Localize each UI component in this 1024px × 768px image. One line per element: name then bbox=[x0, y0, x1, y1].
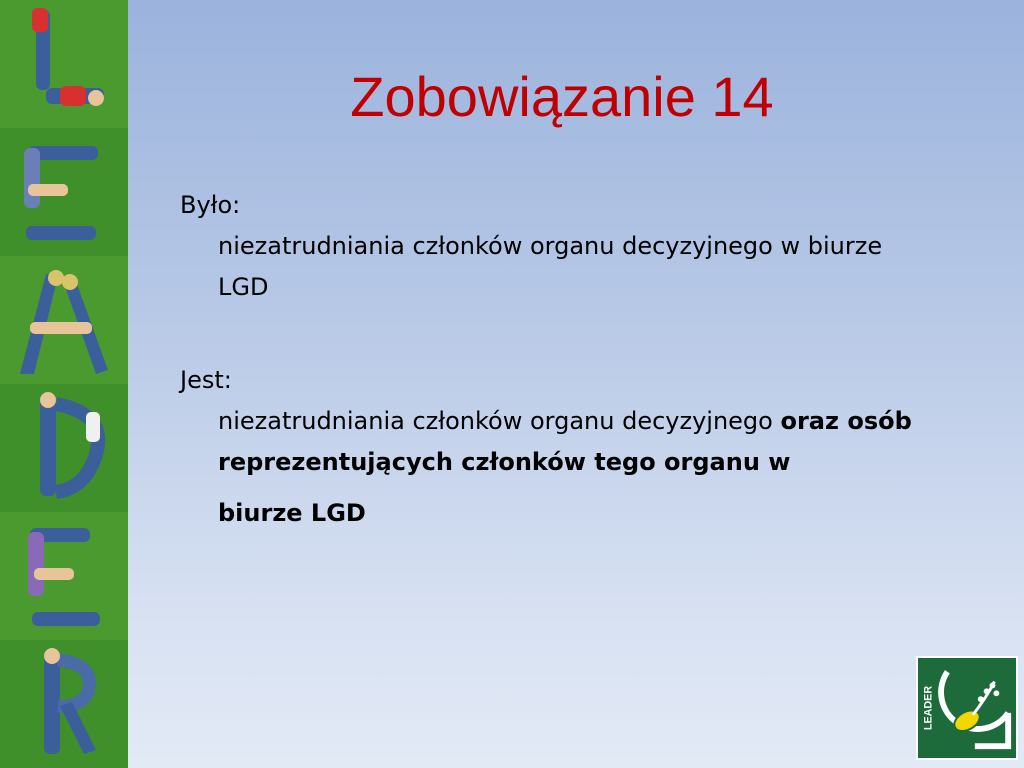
photo-letter-a bbox=[0, 256, 128, 384]
was-label: Było: bbox=[180, 191, 241, 219]
now-label: Jest: bbox=[180, 366, 232, 394]
photo-letter-e-2 bbox=[0, 512, 128, 640]
photo-strip bbox=[0, 0, 128, 768]
spacer bbox=[180, 308, 940, 360]
now-text-bold-cont: biurze LGD bbox=[218, 499, 366, 527]
logo-text: LEADER bbox=[922, 685, 935, 731]
photo-letter-e bbox=[0, 128, 128, 256]
slide-body bbox=[180, 185, 940, 534]
photo-letter-r bbox=[0, 640, 128, 768]
now-text-regular: niezatrudniania członków organu decyzyjnego bbox=[218, 407, 781, 435]
photo-letter-d bbox=[0, 384, 128, 512]
now-text bbox=[218, 401, 940, 483]
leader-logo bbox=[916, 656, 1018, 760]
photo-letter-l bbox=[0, 0, 128, 128]
was-text: niezatrudniania członków organu decyzyjnego w biurze LGD bbox=[218, 232, 883, 301]
slide-title: Zobowiązanie 14 bbox=[350, 65, 774, 128]
now-text-bold: oraz osób reprezentujących członków tego organu w bbox=[218, 407, 912, 476]
